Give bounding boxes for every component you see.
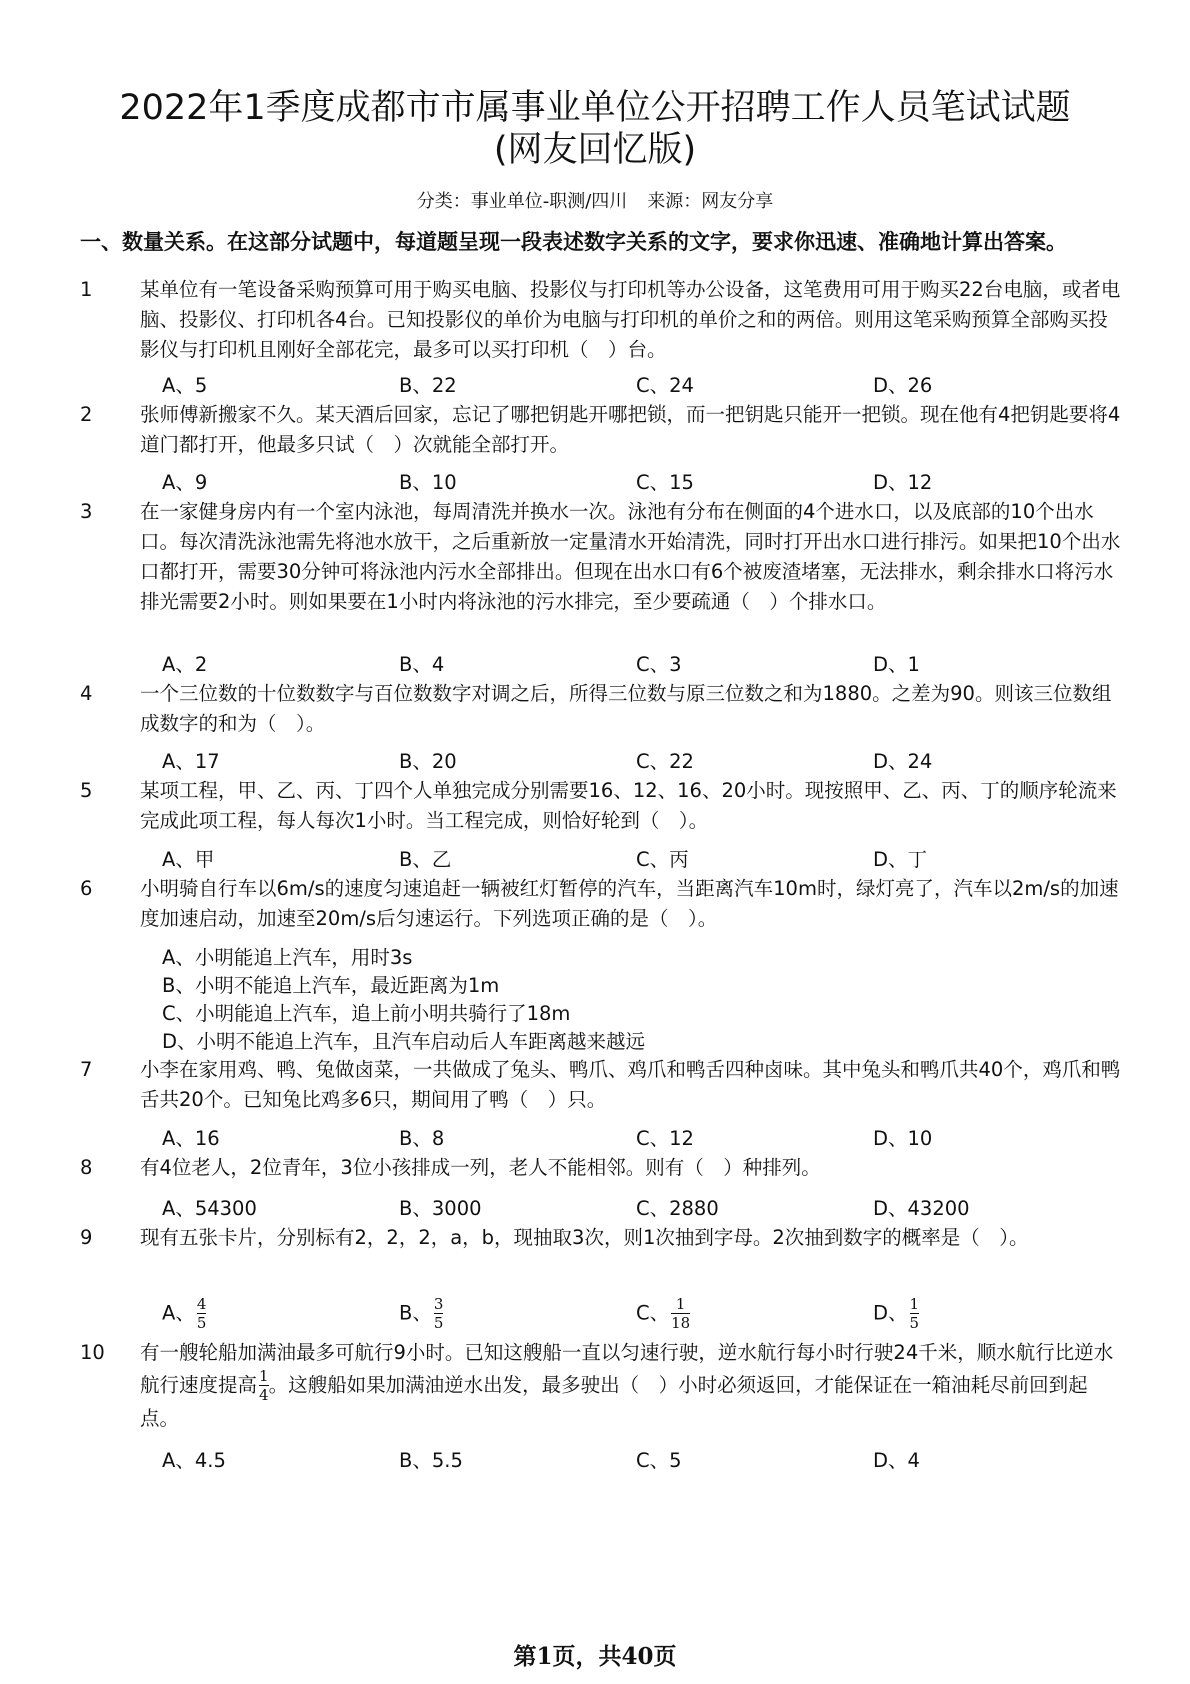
- option-c: C、3: [636, 653, 682, 676]
- question-number: 4: [80, 682, 93, 705]
- option-row: [162, 845, 1122, 875]
- option-b: B、8: [399, 1127, 445, 1150]
- question: [80, 776, 1122, 836]
- option-row: [162, 1124, 1122, 1154]
- option-row: [162, 1194, 1122, 1224]
- question-number: 8: [80, 1156, 93, 1179]
- option-b: B、3000: [399, 1197, 482, 1220]
- question-number: 5: [80, 779, 93, 802]
- fraction: [259, 1368, 269, 1404]
- option-d: D、24: [873, 750, 933, 773]
- fraction: [910, 1296, 920, 1332]
- question-number: 1: [80, 278, 93, 301]
- option-c: C、24: [636, 374, 694, 397]
- question: [80, 874, 1122, 934]
- option-b: [399, 1296, 443, 1332]
- question-number: 3: [80, 500, 93, 523]
- question-stem: 现有五张卡片，分别标有2，2，2，a，b，现抽取3次，则1次抽到字母。2次抽到数字的概率是（ ）。: [140, 1226, 1029, 1249]
- option-a: [162, 1296, 206, 1332]
- question-stem: 在一家健身房内有一个室内泳池，每周清洗并换水一次。泳池有分布在侧面的4个进水口，以及底部的10个出水口。每次清洗泳池需先将池水放干，之后重新放一定量清水开始清洗，同时打开出水口进行排污。如果把10个出水口都打开，需要30分钟可将泳池内污水全部排出。但现在出水口有6个被废渣堵塞，无法排水，剩余排水口将污水排光需要2小时。则如果要在1小时内将泳池的污水排完，至少要疏通（ ）个排水口。: [140, 500, 1121, 613]
- stem-part: 有一艘轮船加满油最多可航行9小时。已知这艘船一直以匀速行驶，逆水航行每小时行驶24千米，顺水航行比逆水航行速度提高: [140, 1341, 1114, 1397]
- question-number: 6: [80, 877, 93, 900]
- option-a: A、5: [162, 374, 208, 397]
- option-letter: C、: [636, 1301, 670, 1325]
- option-c: [636, 1296, 690, 1332]
- option-a: A、2: [162, 653, 208, 676]
- option-d: D、4: [873, 1449, 920, 1472]
- page-subtitle: (网友回忆版): [493, 130, 697, 170]
- question-stem: 小明骑自行车以6m/s的速度匀速追赶一辆被红灯暂停的汽车，当距离汽车10m时，绿灯亮了，汽车以2m/s的加速度加速启动，加速至20m/s后匀速运行。下列选项正确的是（ ）。: [140, 877, 1119, 930]
- option-d: D、10: [873, 1127, 933, 1150]
- fraction: [197, 1296, 207, 1332]
- option-b: B、22: [399, 374, 457, 397]
- section-heading: 一、数量关系。在这部分试题中，每道题呈现一段表述数字关系的文字，要求你迅速、准确地计算出答案。: [80, 230, 1067, 254]
- option-b: B、乙: [399, 848, 452, 871]
- option-a: A、16: [162, 1127, 220, 1150]
- option-b: B、20: [399, 750, 457, 773]
- option-b: B、5.5: [399, 1449, 463, 1472]
- denominator: 18: [671, 1314, 691, 1332]
- option-row: [162, 1446, 1122, 1476]
- question: [80, 1055, 1122, 1115]
- option-c: C、5: [636, 1449, 682, 1472]
- option-d: D、12: [873, 471, 933, 494]
- question-number: 10: [80, 1341, 105, 1364]
- option-row: [162, 468, 1122, 498]
- question-number: 9: [80, 1226, 93, 1249]
- option-d: D、26: [873, 374, 933, 397]
- option-row: [162, 747, 1122, 777]
- option-letter: B、: [399, 1301, 432, 1325]
- question-number: 2: [80, 403, 93, 426]
- option-c: C、15: [636, 471, 694, 494]
- option-d: [873, 1296, 919, 1332]
- fraction: [434, 1296, 444, 1332]
- denominator: 5: [433, 1314, 444, 1332]
- option-row: [162, 371, 1122, 401]
- denominator: 4: [259, 1386, 269, 1404]
- question: [80, 1338, 1122, 1434]
- option-d: D、1: [873, 653, 920, 676]
- option-c: C、小明能追上汽车，追上前小明共骑行了18m: [162, 1002, 571, 1025]
- option-letter: A、: [162, 1301, 195, 1325]
- question: [80, 275, 1122, 365]
- option-a: A、4.5: [162, 1449, 226, 1472]
- option-a: A、甲: [162, 848, 215, 871]
- question-stem: 一个三位数的十位数数字与百位数数字对调之后，所得三位数与原三位数之和为1880。之差为90。则该三位数组成数字的和为（ ）。: [140, 682, 1112, 735]
- question: [80, 497, 1122, 617]
- option-a: A、小明能追上汽车，用时3s: [162, 946, 413, 969]
- option-b: B、10: [399, 471, 457, 494]
- question-stem: 某单位有一笔设备采购预算可用于购买电脑、投影仪与打印机等办公设备，这笔费用可用于购买22台电脑，或者电脑、投影仪、打印机各4台。已知投影仪的单价为电脑与打印机的单价之和的两倍。则用这笔采购预算全部购买投影仪与打印机且刚好全部花完，最多可以买打印机（ ）台。: [140, 278, 1121, 361]
- category-label: 分类：事业单位-职测/四川: [416, 191, 628, 212]
- numerator: 3: [433, 1295, 444, 1313]
- option-row: [162, 1295, 1122, 1332]
- question: [80, 679, 1122, 739]
- question: [80, 400, 1122, 460]
- option-a: A、54300: [162, 1197, 257, 1220]
- option-c: C、12: [636, 1127, 694, 1150]
- question-stem: 有4位老人，2位青年，3位小孩排成一列，老人不能相邻。则有（ ）种排列。: [140, 1156, 821, 1179]
- option-c: C、2880: [636, 1197, 719, 1220]
- option-a: A、17: [162, 750, 220, 773]
- denominator: 5: [909, 1314, 920, 1332]
- question-stem: [140, 1338, 1122, 1434]
- option-c: C、22: [636, 750, 694, 773]
- question-stem: 某项工程，甲、乙、丙、丁四个人单独完成分别需要16、12、16、20小时。现按照甲、乙、丙、丁的顺序轮流来完成此项工程，每人每次1小时。当工程完成，则恰好轮到（ ）。: [140, 779, 1117, 832]
- numerator: 1: [259, 1367, 269, 1385]
- question: [80, 1223, 1122, 1253]
- option-b: B、4: [399, 653, 445, 676]
- option-b: B、小明不能追上汽车，最近距离为1m: [162, 974, 500, 997]
- question-stem: 小李在家用鸡、鸭、兔做卤菜，一共做成了兔头、鸭爪、鸡爪和鸭舌四种卤味。其中兔头和鸭爪共40个，鸡爪和鸭舌共20个。已知兔比鸡多6只，期间用了鸭（ ）只。: [140, 1058, 1121, 1111]
- question-number: 7: [80, 1058, 93, 1081]
- option-d: D、43200: [873, 1197, 970, 1220]
- page-footer: 第1页，共40页: [513, 1643, 677, 1670]
- option-row: [162, 650, 1122, 680]
- stem-part: 。这艘船如果加满油逆水出发，最多驶出（ ）小时必须返回，才能保证在一箱油耗尽前回到起点。: [140, 1373, 1088, 1430]
- option-c: C、丙: [636, 848, 689, 871]
- numerator: 1: [909, 1295, 920, 1313]
- source-label: 来源：网友分享: [647, 191, 774, 212]
- numerator: 1: [675, 1295, 686, 1313]
- option-a: A、9: [162, 471, 208, 494]
- meta-line: [0, 187, 1190, 213]
- page-title: 2022年1季度成都市市属事业单位公开招聘工作人员笔试试题: [119, 88, 1071, 128]
- option-d: D、小明不能追上汽车，且汽车启动后人车距离越来越远: [162, 1030, 646, 1053]
- numerator: 4: [196, 1295, 207, 1313]
- question: [80, 1153, 1122, 1183]
- fraction: [671, 1296, 690, 1332]
- question-stem: 张师傅新搬家不久。某天酒后回家，忘记了哪把钥匙开哪把锁，而一把钥匙只能开一把锁。现在他有4把钥匙要将4道门都打开，他最多只试（ ）次就能全部打开。: [140, 403, 1121, 456]
- denominator: 5: [196, 1314, 207, 1332]
- option-d: D、丁: [873, 848, 928, 871]
- option-letter: D、: [873, 1301, 908, 1325]
